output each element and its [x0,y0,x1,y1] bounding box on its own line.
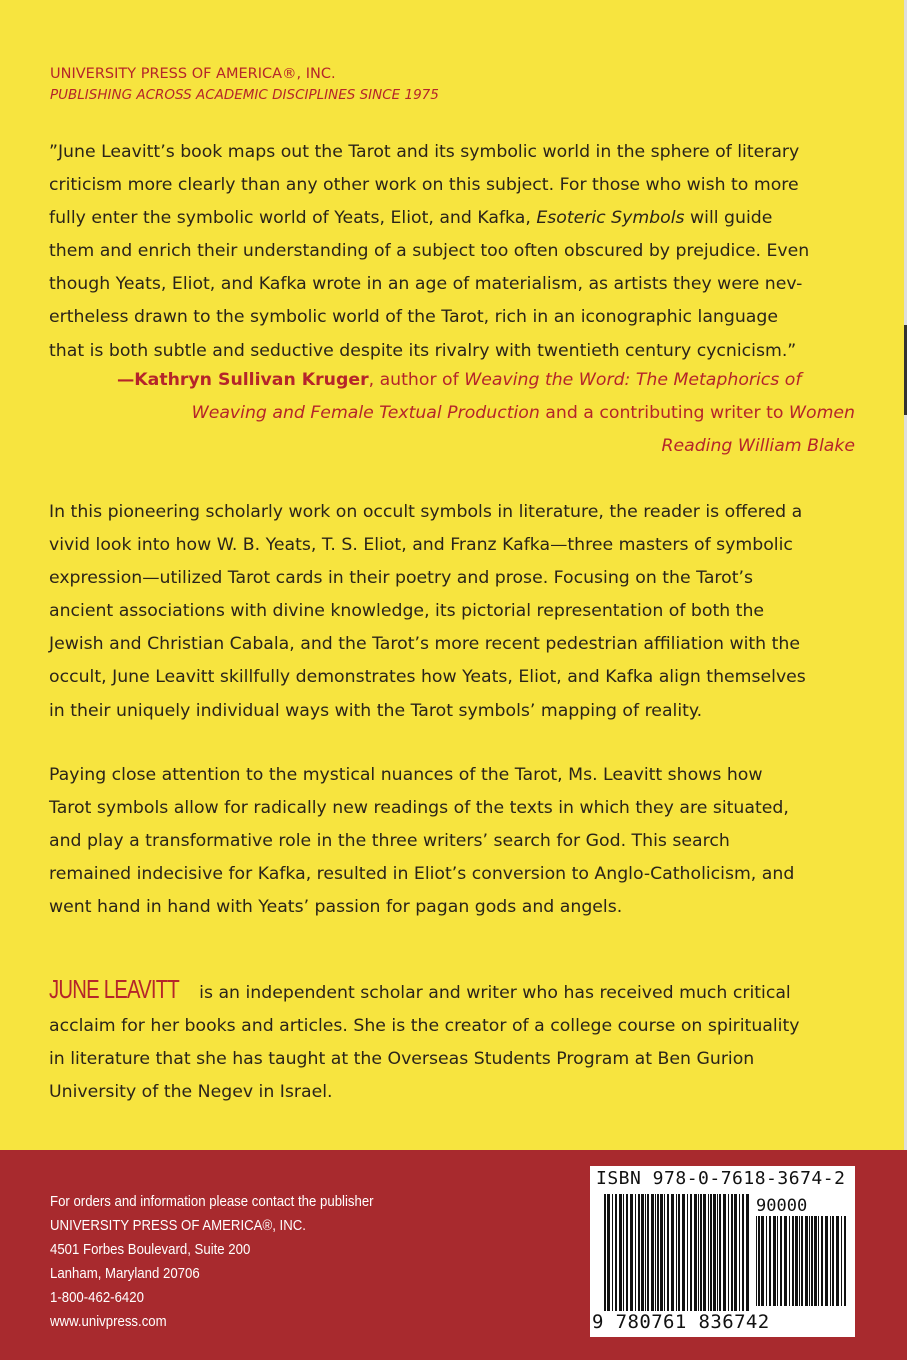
barcode-bar [660,1194,663,1312]
barcode-bar [832,1216,834,1306]
barcode-bar [703,1194,706,1312]
barcode-bar [630,1194,633,1312]
barcode-bar [836,1216,839,1306]
barcode-bar [635,1194,636,1312]
paragraph-line: in their uniquely individual ways with the Tarot symbols’ mapping of reality. [49,700,703,721]
barcode-bar [655,1194,656,1312]
barcode-bar [719,1194,721,1312]
publisher-tagline: PUBLISHING ACROSS ACADEMIC DISCIPLINES SINCE 1975 [50,87,439,103]
barcode-bars [604,1194,752,1316]
book-title: Esoteric Symbols [536,208,685,229]
barcode-bar [615,1194,617,1312]
attribution-text: , author of [368,370,465,390]
barcode-bar [678,1194,680,1312]
endorser-name: —Kathryn Sullivan Kruger [117,370,369,390]
addon-barcode-bars [756,1216,848,1328]
paragraph-line: ancient associations with divine knowledge, its pictorial representation of both the [49,601,765,622]
barcode-bar [789,1216,790,1306]
barcode-bar [731,1194,733,1312]
barcode-bar [607,1194,610,1312]
publisher-contact [50,1190,374,1334]
barcode-bar [651,1194,654,1312]
bio-line: acclaim for her books and articles. She is the creator of a college course on spirituality [49,1016,800,1037]
barcode-bar [690,1194,692,1312]
barcode-bar [825,1216,828,1306]
book-title: Reading William Blake [661,436,855,457]
quote-line: though Yeats, Eliot, and Kafka wrote in an age of materialism, as artists they were nev- [49,274,803,295]
barcode-bar [728,1194,729,1312]
endorsement-attribution [117,364,855,463]
barcode-bar [811,1216,813,1306]
barcode-bar [758,1216,760,1306]
paragraph-line: In this pioneering scholarly work on occult symbols in literature, the reader is offered a [49,502,803,522]
paragraph-line: remained indecisive for Kafka, resulted in Eliot’s conversion to Anglo-Catholicism, and [49,864,795,885]
quote-text: fully enter the symbolic world of Yeats, Eliot, and Kafka, [49,208,537,229]
contact-line: UNIVERSITY PRESS OF AMERICA®, INC. [50,1217,306,1234]
barcode-digits: 9 780761 836742 [592,1311,770,1333]
attribution-text: and a contributing writer to [539,403,789,424]
quote-line: criticism more clearly than any other work on this subject. For those who wish to more [49,175,799,196]
paragraph-line: Tarot symbols allow for radically new readings of the texts in which they are situated, [49,798,789,819]
barcode-bar [795,1216,798,1306]
quote-line [49,202,855,235]
paragraph-line: expression—utilized Tarot cards in their poetry and prose. Focusing on the Tarot’s [49,568,753,589]
barcode-bar [664,1194,665,1312]
barcode-bar [841,1216,842,1306]
publisher-name: UNIVERSITY PRESS OF AMERICA®, INC. [50,66,336,82]
barcode-bar [844,1216,846,1306]
paragraph-line: vivid look into how W. B. Yeats, T. S. Eliot, and Franz Kafka—three masters of symbolic [49,535,793,556]
barcode-bar [647,1194,649,1312]
quote-line: that is both subtle and seductive despite its rivalry with twentieth century cycnicism.” [49,340,797,361]
quote-line: ”June Leavitt’s book maps out the Tarot and its symbolic world in the sphere of literary [49,142,800,162]
quote-line: them and enrich their understanding of a subject too often obscured by prejudice. Even [49,241,810,262]
paragraph-line: occult, June Leavitt skillfully demonstrates how Yeats, Eliot, and Kafka align themselves [49,667,806,688]
barcode-bar [612,1194,613,1312]
barcode-bar [687,1194,688,1312]
barcode-bar [746,1194,749,1312]
bio-line: University of the Negev in Israel. [49,1082,333,1103]
attribution-line [117,430,855,463]
barcode-bar [777,1216,778,1306]
barcode-bar [698,1194,699,1312]
attribution-line [117,364,855,397]
barcode-bar [830,1216,831,1306]
isbn-barcode [590,1166,855,1337]
barcode-bar [773,1216,776,1306]
barcode-bar [805,1216,808,1306]
barcode-bar [708,1194,709,1312]
barcode-bar [619,1194,622,1312]
contact-line: Lanham, Maryland 20706 [50,1265,200,1282]
barcode-bar [756,1216,757,1306]
barcode-bar [792,1216,794,1306]
barcode-bar [734,1194,737,1312]
author-bio [49,976,855,1109]
barcode-bar [761,1216,764,1306]
barcode-bar [766,1216,767,1306]
book-title: Women [788,403,855,424]
author-name: JUNE LEAVITT [49,974,180,1004]
barcode-bar [700,1194,702,1312]
bio-line: in literature that she has taught at the Overseas Students Program at Ben Gurion [49,1049,755,1070]
paragraph-line: Paying close attention to the mystical nuances of the Tarot, Ms. Leavitt shows how [49,765,763,785]
barcode-bar [784,1216,787,1306]
quote-text: will guide [684,208,773,229]
barcode-bar [682,1194,685,1312]
barcode-bar [814,1216,817,1306]
contact-line: 1-800-462-6420 [50,1289,144,1306]
barcode-bar [801,1216,803,1306]
description-paragraph-1 [49,496,855,728]
barcode-bar [671,1194,674,1312]
barcode-bar [641,1194,644,1312]
barcode-bar [710,1194,712,1312]
barcode-bar [818,1216,819,1306]
barcode-bar [809,1216,810,1306]
barcode-bar [780,1216,782,1306]
description-paragraph-2 [49,759,855,924]
endorsement-quote [49,136,855,368]
barcode-bar [626,1194,628,1312]
paragraph-line: went hand in hand with Yeats’ passion for pagan gods and angels. [49,897,623,918]
barcode-bar [638,1194,640,1312]
contact-line: 4501 Forbes Boulevard, Suite 200 [50,1241,251,1258]
price-code: 90000 [756,1196,808,1216]
barcode-bar [769,1216,771,1306]
book-title: Weaving and Female Textual Production [191,403,540,424]
attribution-line [117,397,855,430]
barcode-bar [645,1194,646,1312]
contact-line: For orders and information please contact the publisher [50,1193,374,1210]
barcode-bar [604,1194,606,1312]
paragraph-line: Jewish and Christian Cabala, and the Tarot’s more recent pedestrian affiliation with the [49,634,800,655]
contact-website: www.univpress.com [50,1313,167,1330]
barcode-bar [799,1216,800,1306]
barcode-bar [676,1194,677,1312]
barcode-bar [821,1216,823,1306]
book-title: Weaving the Word: The Metaphorics of [464,370,802,390]
barcode-bar [739,1194,740,1312]
bio-text: is an independent scholar and writer who has received much critical [193,983,791,1003]
barcode-bar [713,1194,716,1312]
quote-line: ertheless drawn to the symbolic world of the Tarot, rich in an iconographic language [49,307,778,328]
paragraph-line: and play a transformative role in the three writers’ search for God. This search [49,831,730,852]
barcode-bar [623,1194,624,1312]
barcode-bar [667,1194,669,1312]
barcode-bar [717,1194,718,1312]
barcode-bar [742,1194,744,1312]
barcode-bar [657,1194,659,1312]
barcode-bar [694,1194,697,1312]
publisher-header [50,64,439,106]
isbn-number: ISBN 978-0-7618-3674-2 [596,1168,846,1189]
bio-line [49,976,855,1010]
barcode-bar [723,1194,726,1312]
